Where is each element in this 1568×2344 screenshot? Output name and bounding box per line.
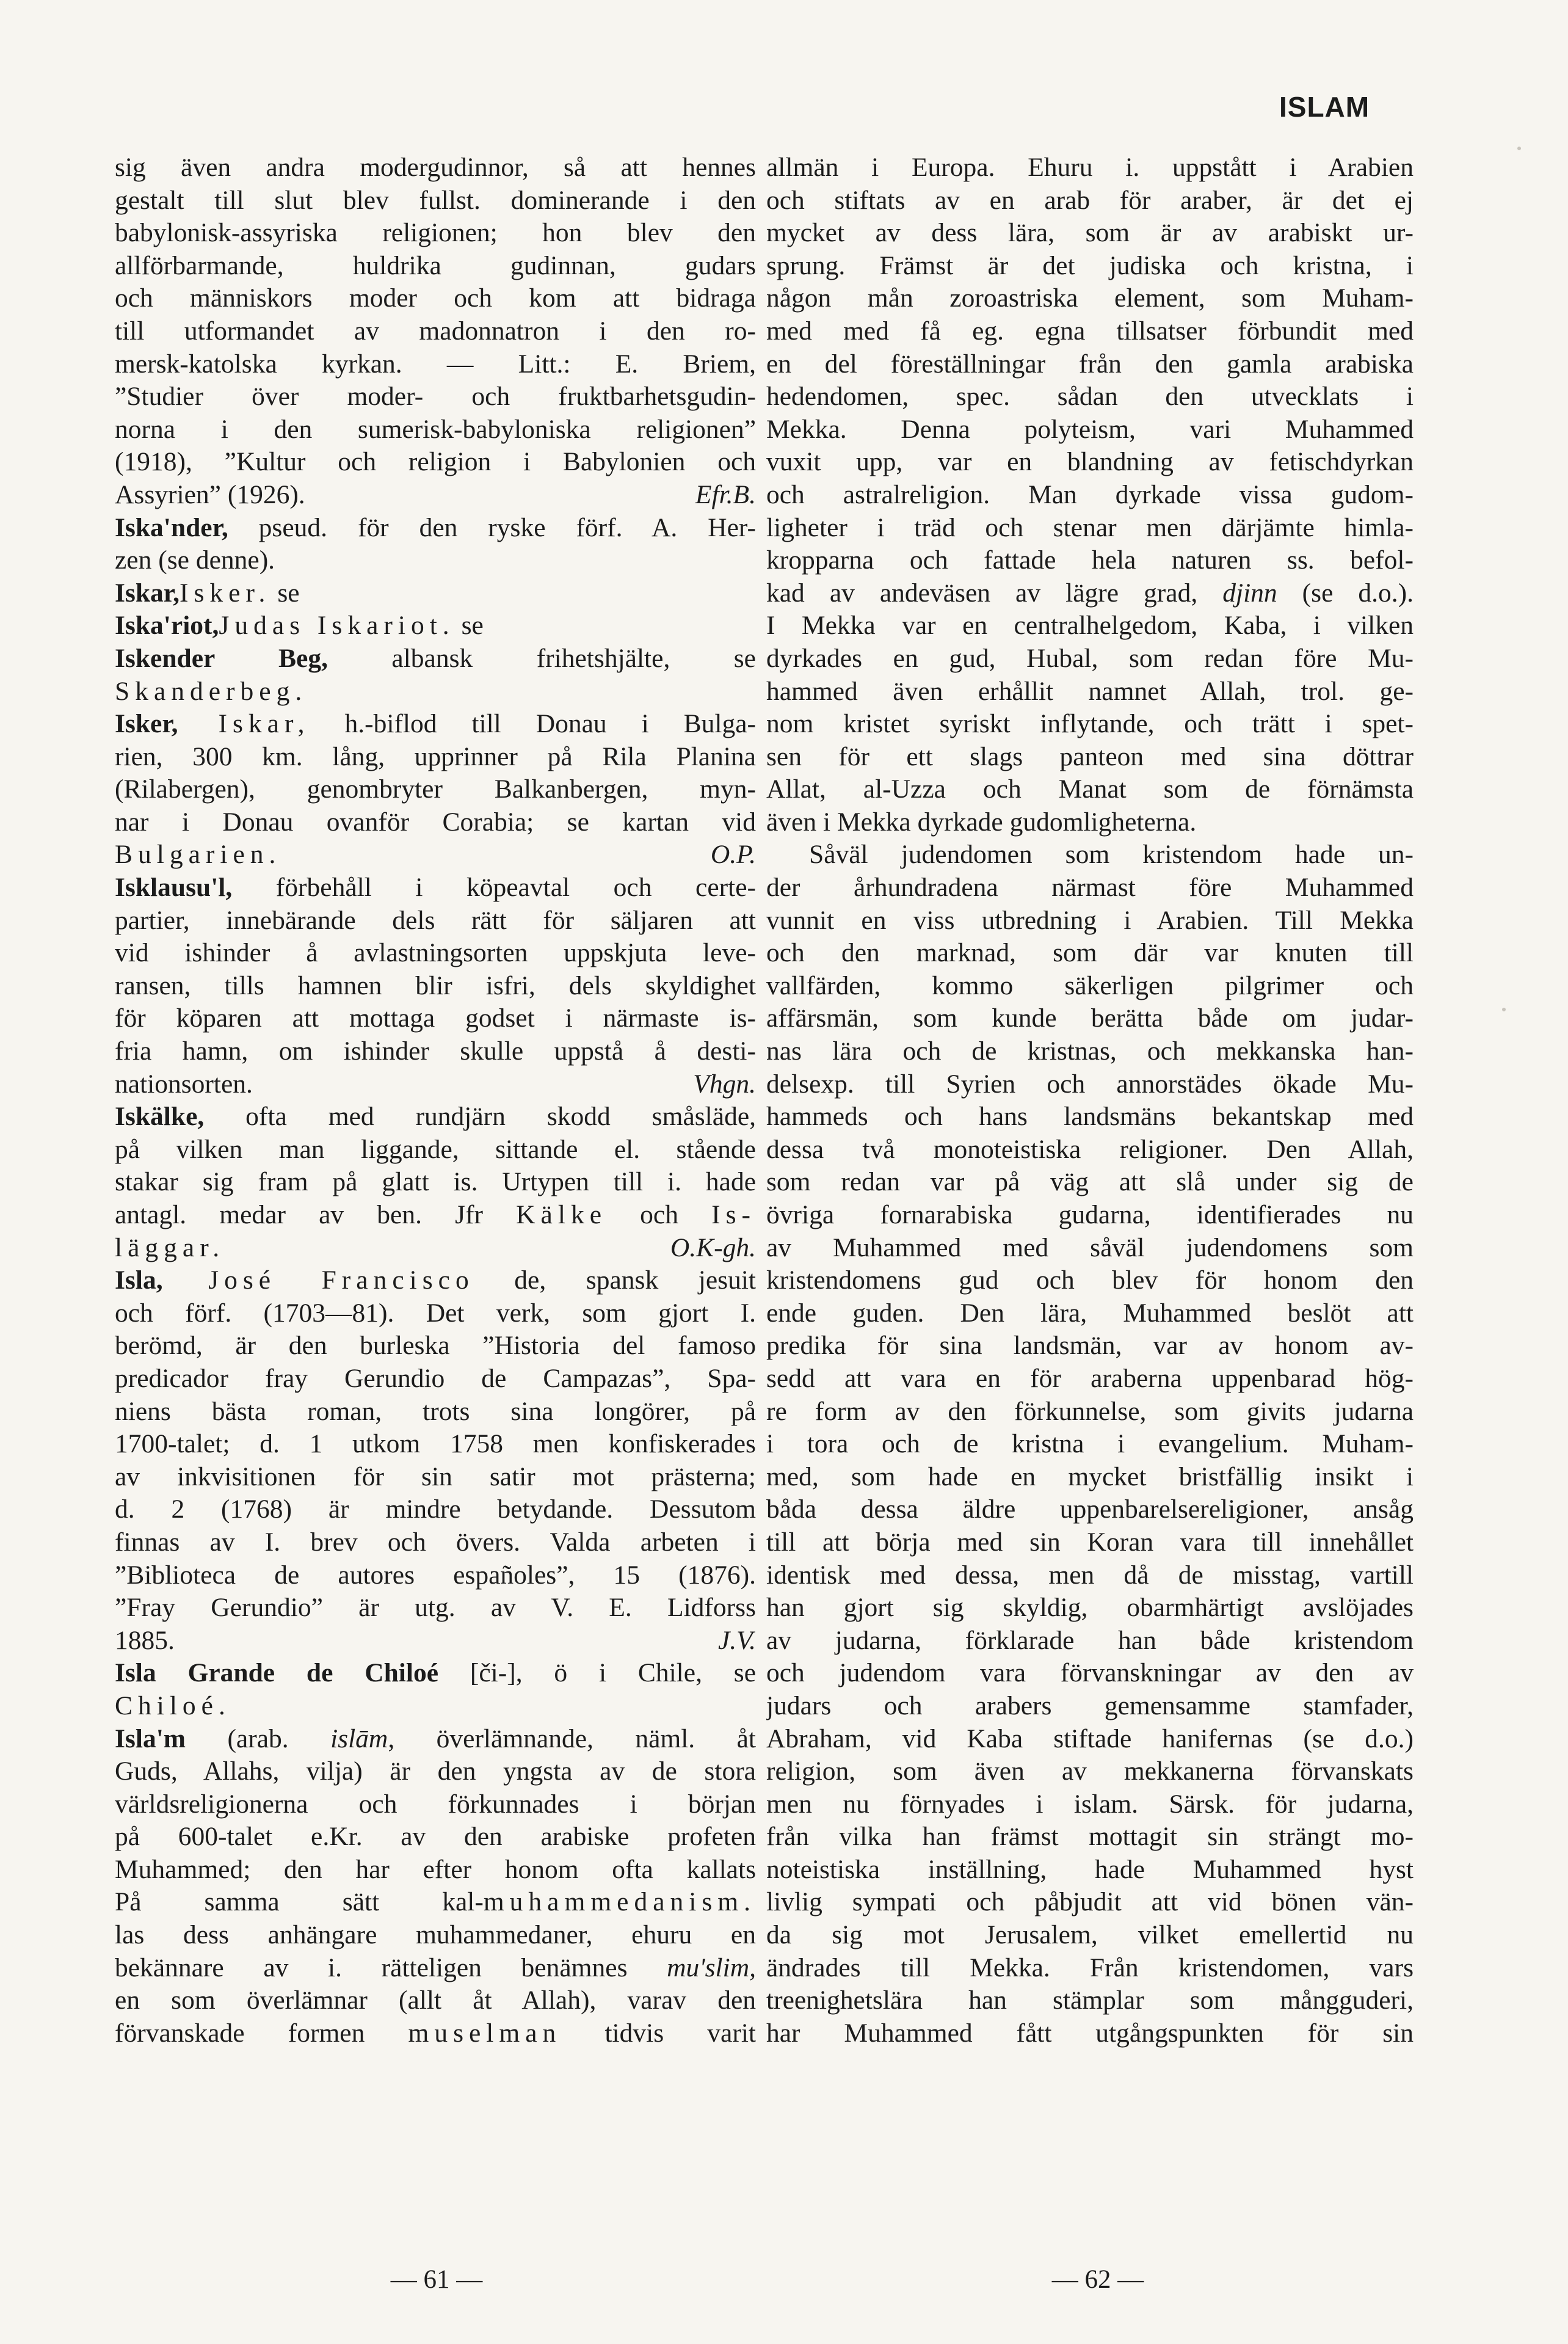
body-text: mersk-katolska kyrkan. — Litt.: E. Briem,	[115, 349, 756, 379]
body-text: sedd att vara en för araberna uppenbarad hög-	[766, 1363, 1414, 1393]
body-text: antagl. medar av ben. Jfr	[115, 1200, 517, 1229]
body-text: hammed även erhållit namnet Allah, trol. ge-	[766, 676, 1414, 706]
body-text: noteistiska inställning, hade Muhammed hyst	[766, 1854, 1414, 1884]
right-text-line	[766, 1493, 1414, 1526]
body-text: (1918), ”Kultur och religion i Babylonien och	[115, 447, 756, 477]
left-text-line	[115, 1821, 756, 1854]
left-text-line	[115, 1854, 756, 1887]
right-text-line	[766, 1461, 1414, 1494]
author-signature: O.P.	[710, 840, 756, 870]
body-text: av judarna, förklarade han både kristendom	[766, 1625, 1414, 1655]
left-text-line	[115, 1592, 756, 1625]
left-text-line	[115, 1788, 756, 1821]
body-text: av inkvisitionen för sin satir mot prästerna;	[115, 1461, 756, 1491]
body-text: delsexp. till Syrien och annorstädes ökade Mu-	[766, 1069, 1414, 1099]
body-text: I Mekka var en centralhelgedom, Kaba, i vilken	[766, 611, 1414, 641]
body-text: se	[270, 578, 300, 608]
spaced-reference: muselman	[408, 2018, 562, 2048]
right-text-line	[766, 1330, 1414, 1363]
body-text: en som överlämnar (allt åt Allah), varav den	[115, 1985, 756, 2015]
right-text-line	[766, 1134, 1414, 1167]
body-text: ligheter i träd och stenar men därjämte himla-	[766, 512, 1414, 542]
body-text: ”Fray Gerundio” är utg. av V. E. Lidforss	[115, 1593, 756, 1623]
entry-headword: Isla,	[115, 1265, 163, 1295]
right-text-line	[766, 1526, 1414, 1559]
body-text: da sig mot Jerusalem, vilket emellertid nu	[766, 1920, 1414, 1950]
left-text-line	[115, 970, 756, 1003]
left-text-line	[115, 1166, 756, 1199]
body-text: och judendom vara förvanskningar av den av	[766, 1658, 1414, 1688]
left-text-line	[115, 1035, 756, 1068]
body-text: dessa två monoteistiska religioner. Den Allah,	[766, 1134, 1414, 1164]
right-text-line	[766, 1101, 1414, 1134]
left-text-line	[115, 380, 756, 413]
body-text: re form av den förkunnelse, som givits judarna	[766, 1396, 1414, 1426]
body-text: judars och arabers gemensamme stamfader,	[766, 1691, 1414, 1720]
left-text-line	[115, 839, 756, 872]
left-text-line	[115, 708, 756, 741]
body-text: även i Mekka dyrkade gudomligheterna.	[766, 807, 1197, 837]
left-text-line	[115, 1002, 756, 1035]
author-signature: Vhgn.	[693, 1069, 756, 1099]
body-text: någon mån zoroastriska element, som Muham-	[766, 283, 1414, 313]
right-text-line	[766, 184, 1414, 217]
left-text-line	[115, 1232, 756, 1265]
body-text: [či-], ö i Chile, se	[438, 1658, 756, 1688]
body-text: av Muhammed med såväl judendomens som	[766, 1232, 1414, 1262]
body-text: norna i den sumerisk-babyloniska religionen”	[115, 414, 756, 444]
body-text: har Muhammed fått utgångspunkten för sin	[766, 2018, 1414, 2048]
italic-term: mu'slim,	[667, 1953, 756, 1982]
left-text-line	[115, 1657, 756, 1690]
body-text: och	[607, 1200, 712, 1229]
right-text-line	[766, 1919, 1414, 1952]
body-text: med med få eg. egna tillsatser förbundit med	[766, 316, 1414, 346]
body-text: ”Studier över moder- och fruktbarhetsgudin-	[115, 382, 756, 412]
author-signature: J.V.	[717, 1625, 756, 1655]
left-text-line	[115, 184, 756, 217]
right-text-line	[766, 1755, 1414, 1788]
left-text-line	[115, 413, 756, 446]
body-text: Abraham, vid Kaba stiftade hanifernas (se d.o.)	[766, 1723, 1414, 1753]
body-text: religion, som även av mekkanerna förvanskats	[766, 1756, 1414, 1786]
left-text-line	[115, 577, 756, 610]
right-text-line	[766, 544, 1414, 577]
left-text-line	[115, 642, 756, 675]
body-text: albansk frihetshjälte, se	[327, 643, 756, 673]
entry-headword: Isla'm	[115, 1723, 186, 1753]
right-text-line	[766, 1723, 1414, 1756]
entry-headword: Isla Grande de Chiloé	[115, 1658, 439, 1688]
left-text-line	[115, 937, 756, 970]
body-text: mycket av dess lära, som är av arabiskt ur-	[766, 218, 1414, 248]
right-text-line	[766, 904, 1414, 937]
body-text: babylonisk-assyriska religionen; hon blev den	[115, 218, 756, 248]
body-text: i tora och de kristna i evangelium. Muham-	[766, 1429, 1414, 1459]
right-text-line	[766, 1428, 1414, 1461]
spaced-reference: Isker.	[180, 578, 271, 608]
body-text: ändrades till Mekka. Från kristendomen, vars	[766, 1953, 1414, 1982]
left-text-line	[115, 1625, 756, 1658]
left-text-line	[115, 446, 756, 479]
right-text-line	[766, 741, 1414, 774]
left-text-line	[115, 773, 756, 806]
right-text-line	[766, 937, 1414, 970]
left-text-line	[115, 1461, 756, 1494]
right-text-line	[766, 1984, 1414, 2017]
body-text: Allat, al-Uzza och Manat som de förnämsta	[766, 774, 1414, 804]
right-text-line	[766, 348, 1414, 381]
right-text-line	[766, 839, 1414, 872]
body-text: en del föreställningar från den gamla arabiska	[766, 349, 1414, 379]
body-text: och stiftats av en arab för araber, är det ej	[766, 185, 1414, 215]
spaced-reference: Judas Iskariot.	[219, 611, 455, 641]
left-text-line	[115, 217, 756, 250]
entry-headword: Isker,	[115, 709, 178, 739]
right-text-line	[766, 675, 1414, 708]
right-text-line	[766, 970, 1414, 1003]
body-text: Såväl judendomen som kristendom hade un-	[809, 840, 1414, 870]
body-text: berömd, är den burleska ”Historia del famoso	[115, 1331, 756, 1361]
spaced-reference: läggar.	[115, 1232, 225, 1262]
body-text: till att börja med sin Koran vara till innehållet	[766, 1527, 1414, 1557]
left-text-line	[115, 1919, 756, 1952]
right-text-line	[766, 708, 1414, 741]
left-text-line	[115, 1493, 756, 1526]
body-text: med, som hade en mycket bristfällig insikt i	[766, 1461, 1414, 1491]
left-text-line	[115, 151, 756, 184]
body-text: finnas av I. brev och övers. Valda arbeten i	[115, 1527, 756, 1557]
spaced-reference: Skanderbeg.	[115, 676, 308, 706]
body-text: kad av andeväsen av lägre grad,	[766, 578, 1223, 608]
body-text: vallfärden, kommo säkerligen pilgrimer och	[766, 970, 1414, 1000]
right-text-line	[766, 1035, 1414, 1068]
body-text: vunnit en viss utbredning i Arabien. Till Mekka	[766, 905, 1414, 935]
body-text: (Rilabergen), genombryter Balkanbergen, myn-	[115, 774, 756, 804]
right-text-line	[766, 479, 1414, 512]
body-text: partier, innebärande dels rätt för säljaren att	[115, 905, 756, 935]
left-text-line	[115, 1101, 756, 1134]
body-text: predicador fray Gerundio de Campazas”, Spa-	[115, 1363, 756, 1393]
body-text: förvanskade formen	[115, 2018, 408, 2048]
right-text-line	[766, 1886, 1414, 1919]
body-text: ”Biblioteca de autores españoles”, 15 (1876).	[115, 1560, 756, 1590]
body-text: världsreligionerna och förkunnades i början	[115, 1789, 756, 1819]
body-text: och astralreligion. Man dyrkade vissa gudom-	[766, 479, 1414, 509]
running-head: ISLAM	[1279, 91, 1370, 123]
right-text-line	[766, 806, 1414, 839]
right-text-line	[766, 1002, 1414, 1035]
body-text: las dess anhängare muhammedaner, ehuru en	[115, 1920, 756, 1950]
body-text: till utformandet av madonnatron i den ro-	[115, 316, 756, 346]
body-text: predika för sina landsmän, var av honom av-	[766, 1331, 1414, 1361]
body-text: dyrkades en gud, Hubal, som redan före Mu-	[766, 643, 1414, 673]
left-text-line	[115, 1264, 756, 1297]
left-text-line	[115, 315, 756, 348]
body-text: Assyrien” (1926).	[115, 479, 305, 509]
right-text-line	[766, 151, 1414, 184]
body-text: sig även andra modergudinnor, så att hennes	[115, 153, 756, 182]
left-text-line	[115, 1952, 756, 1985]
body-text: stakar sig fram på glatt is. Urtypen till i. hade	[115, 1167, 756, 1197]
left-text-line	[115, 2017, 756, 2050]
entry-headword: Isklausu'l,	[115, 873, 233, 903]
body-text: ransen, tills hamnen blir isfri, dels skyldighet	[115, 970, 756, 1000]
body-text: 1700-talet; d. 1 utkom 1758 men konfiskerades	[115, 1429, 756, 1459]
body-text: båda dessa äldre uppenbarelsereligioner, ansåg	[766, 1494, 1414, 1524]
left-text-line	[115, 806, 756, 839]
entry-headword: Iska'riot,	[115, 611, 219, 641]
body-text: från vilka han främst mottagit sin strängt mo-	[766, 1822, 1414, 1852]
left-text-line	[115, 1363, 756, 1396]
left-text-line	[115, 1984, 756, 2017]
left-text-line	[115, 1297, 756, 1330]
body-text: d. 2 (1768) är mindre betydande. Dessutom	[115, 1494, 756, 1524]
right-text-line	[766, 1625, 1414, 1658]
body-text: nom kristet syriskt inflytande, och trätt i spet-	[766, 709, 1414, 739]
body-text: på 600-talet e.Kr. av den arabiske profeten	[115, 1822, 756, 1852]
body-text: identisk med dessa, men då de misstag, vartill	[766, 1560, 1414, 1590]
body-text: treenighetslära han stämplar som mångguderi,	[766, 1985, 1414, 2015]
left-text-line	[115, 1330, 756, 1363]
right-text-line	[766, 1592, 1414, 1625]
left-text-line	[115, 348, 756, 381]
body-text: pseud. för den ryske förf. A. Her-	[228, 512, 756, 542]
body-text: och människors moder och kom att bidraga	[115, 283, 756, 313]
left-text-line	[115, 1886, 756, 1919]
body-text: hedendomen, spec. sådan den utvecklats i	[766, 382, 1414, 412]
body-text: nas lära och de kristnas, och mekkanska han-	[766, 1036, 1414, 1066]
body-text: ofta med rundjärn skodd småsläde,	[204, 1102, 756, 1132]
body-text: Mekka. Denna polyteism, vari Muhammed	[766, 414, 1414, 444]
body-text: nationsorten.	[115, 1069, 253, 1099]
right-text-line	[766, 872, 1414, 904]
scan-speck	[1517, 147, 1521, 150]
body-text: vid ishinder å avlastningsorten uppskjuta leve-	[115, 938, 756, 968]
spaced-reference: Kälke	[516, 1200, 608, 1229]
body-text: se	[454, 611, 484, 641]
left-column	[115, 151, 756, 2050]
right-text-line	[766, 1788, 1414, 1821]
body-text: vuxit upp, var en blandning av fetischdyrkan	[766, 447, 1414, 477]
right-column	[766, 151, 1414, 2050]
body-text: niens bästa roman, trots sina longörer, på	[115, 1396, 756, 1426]
right-text-line	[766, 217, 1414, 250]
body-text: och den marknad, som där var knuten till	[766, 938, 1414, 968]
body-text: affärsmän, som kunde berätta både om judar-	[766, 1003, 1414, 1033]
right-text-line	[766, 1264, 1414, 1297]
spaced-reference: Chiloé.	[115, 1691, 231, 1720]
body-text: men nu förnyades i islam. Särsk. för judarna,	[766, 1789, 1414, 1819]
body-text: kristendomens gud och blev för honom den	[766, 1265, 1414, 1295]
spaced-reference: Iskar,	[178, 709, 310, 739]
spaced-reference: Bulgarien.	[115, 840, 281, 870]
body-text: h.-biflod till Donau i Bulga-	[310, 709, 756, 739]
left-text-line	[115, 1396, 756, 1429]
right-text-line	[766, 642, 1414, 675]
body-text: allmän i Europa. Ehuru i. uppstått i Arabien	[766, 153, 1414, 182]
body-text: allförbarmande, huldrika gudinnan, gudars	[115, 250, 756, 280]
left-text-line	[115, 675, 756, 708]
right-text-line	[766, 315, 1414, 348]
right-text-line	[766, 1559, 1414, 1592]
right-text-line	[766, 610, 1414, 642]
body-text: för köparen att mottaga godset i närmaste is-	[115, 1003, 756, 1033]
left-text-line	[115, 872, 756, 904]
body-text: tidvis varit	[561, 2018, 756, 2048]
body-text: nar i Donau ovanför Corabia; se kartan vid	[115, 807, 756, 837]
left-text-line	[115, 250, 756, 283]
left-text-line	[115, 1559, 756, 1592]
right-text-line	[766, 1396, 1414, 1429]
right-text-line	[766, 1821, 1414, 1854]
body-text: sprung. Främst är det judiska och kristna, i	[766, 250, 1414, 280]
author-signature: O.K-gh.	[670, 1232, 756, 1262]
left-text-line	[115, 741, 756, 774]
right-text-line	[766, 250, 1414, 283]
left-text-line	[115, 1723, 756, 1756]
spaced-reference: José Francisco	[162, 1265, 474, 1295]
right-text-line	[766, 512, 1414, 545]
left-text-line	[115, 1526, 756, 1559]
right-text-line	[766, 1657, 1414, 1690]
entry-headword: Iska'nder,	[115, 512, 228, 542]
scan-speck	[1502, 1008, 1506, 1011]
body-text: kropparna och fattade hela naturen ss. befol-	[766, 545, 1414, 575]
entry-headword: Iskender Beg,	[115, 643, 328, 673]
italic-term: djinn	[1222, 578, 1277, 608]
right-text-line	[766, 1199, 1414, 1232]
italic-term: islām	[330, 1723, 388, 1753]
left-text-line	[115, 512, 756, 545]
body-text: rien, 300 km. lång, upprinner på Rila Planina	[115, 741, 756, 771]
left-text-line	[115, 1428, 756, 1461]
body-text: gestalt till slut blev fullst. dominerande i den	[115, 185, 756, 215]
body-text: På samma sätt kal-	[115, 1887, 484, 1917]
body-text: ende guden. Den lära, Muhammed beslöt att	[766, 1298, 1414, 1328]
left-text-line	[115, 1755, 756, 1788]
right-text-line	[766, 1297, 1414, 1330]
body-text: som redan var på väg att slå under sig de	[766, 1167, 1414, 1197]
body-text: livlig sympati och påbjudit att vid bönen vän-	[766, 1887, 1414, 1917]
left-text-line	[115, 282, 756, 315]
body-text: hammeds och hans landsmäns bekantskap med	[766, 1102, 1414, 1132]
author-signature: Efr.B.	[695, 479, 756, 509]
body-text: (arab.	[186, 1723, 331, 1753]
body-text: der århundradena närmast före Muhammed	[766, 873, 1414, 903]
left-text-line	[115, 1134, 756, 1167]
body-text: sen för ett slags panteon med sina döttrar	[766, 741, 1414, 771]
left-text-line	[115, 544, 756, 577]
right-text-line	[766, 1232, 1414, 1265]
spaced-reference: muhammedanism.	[483, 1887, 756, 1917]
right-text-line	[766, 773, 1414, 806]
body-text: Muhammed; den har efter honom ofta kallats	[115, 1854, 756, 1884]
right-text-line	[766, 2017, 1414, 2050]
body-text: de, spansk jesuit	[474, 1265, 756, 1295]
right-text-line	[766, 1166, 1414, 1199]
body-text: bekännare av i. rätteligen benämnes	[115, 1953, 667, 1982]
right-text-line	[766, 413, 1414, 446]
entry-headword: Iskar,	[115, 578, 180, 608]
entry-headword: Iskälke,	[115, 1102, 205, 1132]
body-text: fria hamn, om ishinder skulle uppstå å desti-	[115, 1036, 756, 1066]
body-text: förbehåll i köpeavtal och certe-	[232, 873, 756, 903]
right-text-line	[766, 380, 1414, 413]
left-text-line	[115, 1068, 756, 1101]
right-text-line	[766, 446, 1414, 479]
right-text-line	[766, 1952, 1414, 1985]
body-text: och förf. (1703—81). Det verk, som gjort I.	[115, 1298, 756, 1328]
body-text: på vilken man liggande, sittande el. stående	[115, 1134, 756, 1164]
right-text-line	[766, 1363, 1414, 1396]
left-text-line	[115, 1199, 756, 1232]
left-text-line	[115, 1690, 756, 1723]
right-text-line	[766, 282, 1414, 315]
body-text: 1885.	[115, 1625, 175, 1655]
spaced-reference: Is-	[711, 1200, 756, 1229]
body-text: (se d.o.).	[1277, 578, 1414, 608]
right-text-line	[766, 577, 1414, 610]
body-text: zen (se denne).	[115, 545, 275, 575]
body-text: , överlämnande, näml. åt	[388, 1723, 756, 1753]
left-text-line	[115, 904, 756, 937]
left-text-line	[115, 610, 756, 642]
page-number-left: — 61 —	[390, 2265, 483, 2294]
body-text: han gjort sig skyldig, obarmhärtigt avslöjades	[766, 1593, 1414, 1623]
page-number-right: — 62 —	[1051, 2265, 1144, 2294]
left-text-line	[115, 479, 756, 512]
right-text-line	[766, 1854, 1414, 1887]
right-text-line	[766, 1068, 1414, 1101]
right-text-line	[766, 1690, 1414, 1723]
body-text: Guds, Allahs, vilja) är den yngsta av de stora	[115, 1756, 756, 1786]
body-text: övriga fornarabiska gudarna, identifierades nu	[766, 1200, 1414, 1229]
